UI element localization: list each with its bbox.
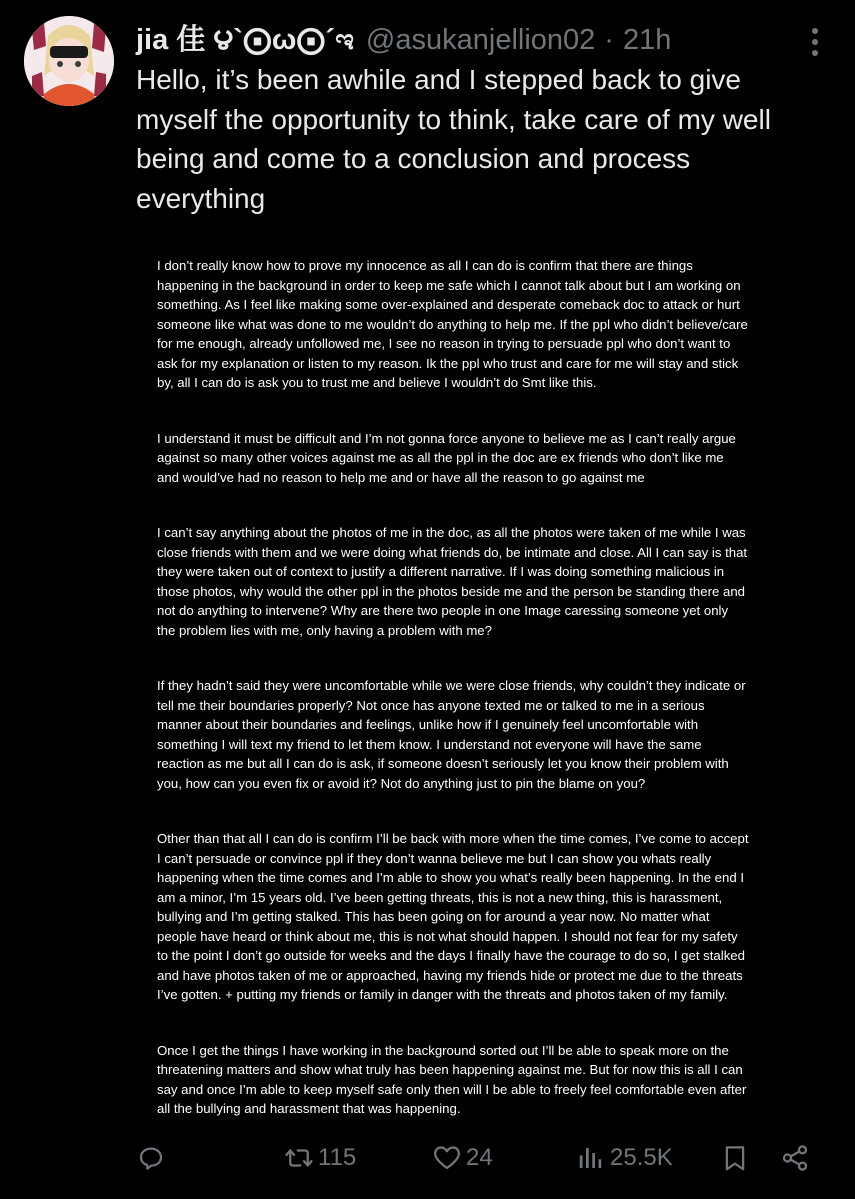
- tweet-text: Hello, it’s been awhile and I stepped back to give myself the opportunity to think, take care of my well being and come to a conclusion and process everything: [136, 64, 771, 214]
- like-count: 24: [466, 1144, 493, 1171]
- doc-paragraph: I don’t really know how to prove my innocence as all I can do is confirm that there are things happening in the background in order to keep me safe which I cannot talk about but I am working on something. As I feel like making some over-explained and desperate comeback doc to attack or hurt someone like what was done to me wouldn’t do anything to help me. If the ppl who didn’t believe/care for me enough, already unfollowed me, I see no reason in trying to persuade ppl who don’t want to ask for my explanation or listen to my reason. Ik the ppl who trust and care for me will stay and stick by, all I can do is ask you to trust me and believe I wouldn’t do Smt like this.: [157, 258, 748, 390]
- share-icon: [780, 1143, 810, 1173]
- view-count: 25.5K: [610, 1144, 673, 1171]
- display-name[interactable]: jia 佳 ౪`⨀ω⨀´ಇ: [136, 24, 354, 56]
- document-text: [157, 256, 822, 1139]
- bookmark-icon: [720, 1143, 750, 1173]
- retweet-icon: [284, 1143, 314, 1173]
- handle[interactable]: @asukanjellion02: [365, 24, 596, 56]
- doc-paragraph: I can’t say anything about the photos of me in the doc, as all the photos were taken of me while I was close friends with them and we were doing what friends do, be intimate and close. All I can say is that they were taken out of context to justify a different narrative. If I was doing something malicious in those photos, why would the other ppl in the photos beside me and the person be standing there and not do anything to intervene? Why are there two people in one Image caressing someone yet only the problem lies with me, only having a problem with me?: [157, 525, 748, 638]
- more-options-icon[interactable]: [805, 24, 825, 60]
- attached-image[interactable]: [136, 226, 828, 1126]
- views-button[interactable]: [576, 1136, 673, 1180]
- timestamp[interactable]: 21h: [622, 24, 672, 56]
- views-chart-icon: [576, 1143, 606, 1173]
- reply-icon: [136, 1143, 166, 1173]
- action-bar: [136, 1136, 826, 1180]
- doc-paragraph: Other than that all I can do is confirm I’ll be back with more when the time comes, I’ve come to accept I can’t persuade or convince ppl if they don’t wanna believe me but I can show you whats really happening when the time comes and I’m able to show you what’s really been happening. In the end I am a minor, I’m 15 years old. I’ve been getting threats, this is not a new thing, this is harassment, bullying and I’m getting stalked. This has been going on for around a year now. No matter what people have heard or think about me, this is not what should happen. I should not fear for my safety to the point I don’t go outside for weeks and the days I finally have the courage to do so, I get stalked and have photos taken of me or approached, having my friends hide or protect me due to the threats I’ve gotten. + putting my friends or family in danger with the threats and photos taken of my family.: [157, 831, 749, 1002]
- doc-paragraph: If they hadn’t said they were uncomfortable while we were close friends, why couldn’t they indicate or tell me their boundaries properly? Not once has anyone texted me or talked to me in a serious manner about their boundaries and feelings, unlike how if I genuinely feel uncomfortable with something I will text my friend to let them know. I understand not everyone will have the same reaction as me but all I can do is ask, if someone doesn’t seriously let you know their problem with you, how can you even fix or avoid it? Not do anything just to pin the blame on you?: [157, 678, 746, 791]
- heart-icon: [432, 1143, 462, 1173]
- like-button[interactable]: [432, 1136, 493, 1180]
- share-button[interactable]: [780, 1136, 810, 1180]
- separator-dot: ·: [604, 24, 614, 56]
- more-dot: [812, 50, 818, 56]
- retweet-count: 115: [318, 1144, 357, 1171]
- more-dot: [812, 39, 818, 45]
- reply-button[interactable]: [136, 1136, 166, 1180]
- retweet-button[interactable]: [284, 1136, 356, 1180]
- avatar-image: [24, 16, 114, 106]
- bookmark-button[interactable]: [720, 1136, 750, 1180]
- doc-paragraph: I understand it must be difficult and I’m not gonna force anyone to believe me as I can’t really argue against so many other voices against me as all the ppl in the doc are ex friends who don’t like me and would’ve had no reason to help me and or have all the reason to go against me: [157, 430, 736, 485]
- tweet-header: [136, 20, 795, 60]
- doc-paragraph: Once I get the things I have working in the background sorted out I’ll be able to speak more on the threatening matters and show what truly has been happening against me. But for now this is all I can say and once I’m able to keep myself safe only then will I be able to freely feel comfortable even after all the bullying and harassment that was happening.: [157, 1042, 747, 1116]
- avatar[interactable]: [24, 16, 114, 106]
- more-dot: [812, 28, 818, 34]
